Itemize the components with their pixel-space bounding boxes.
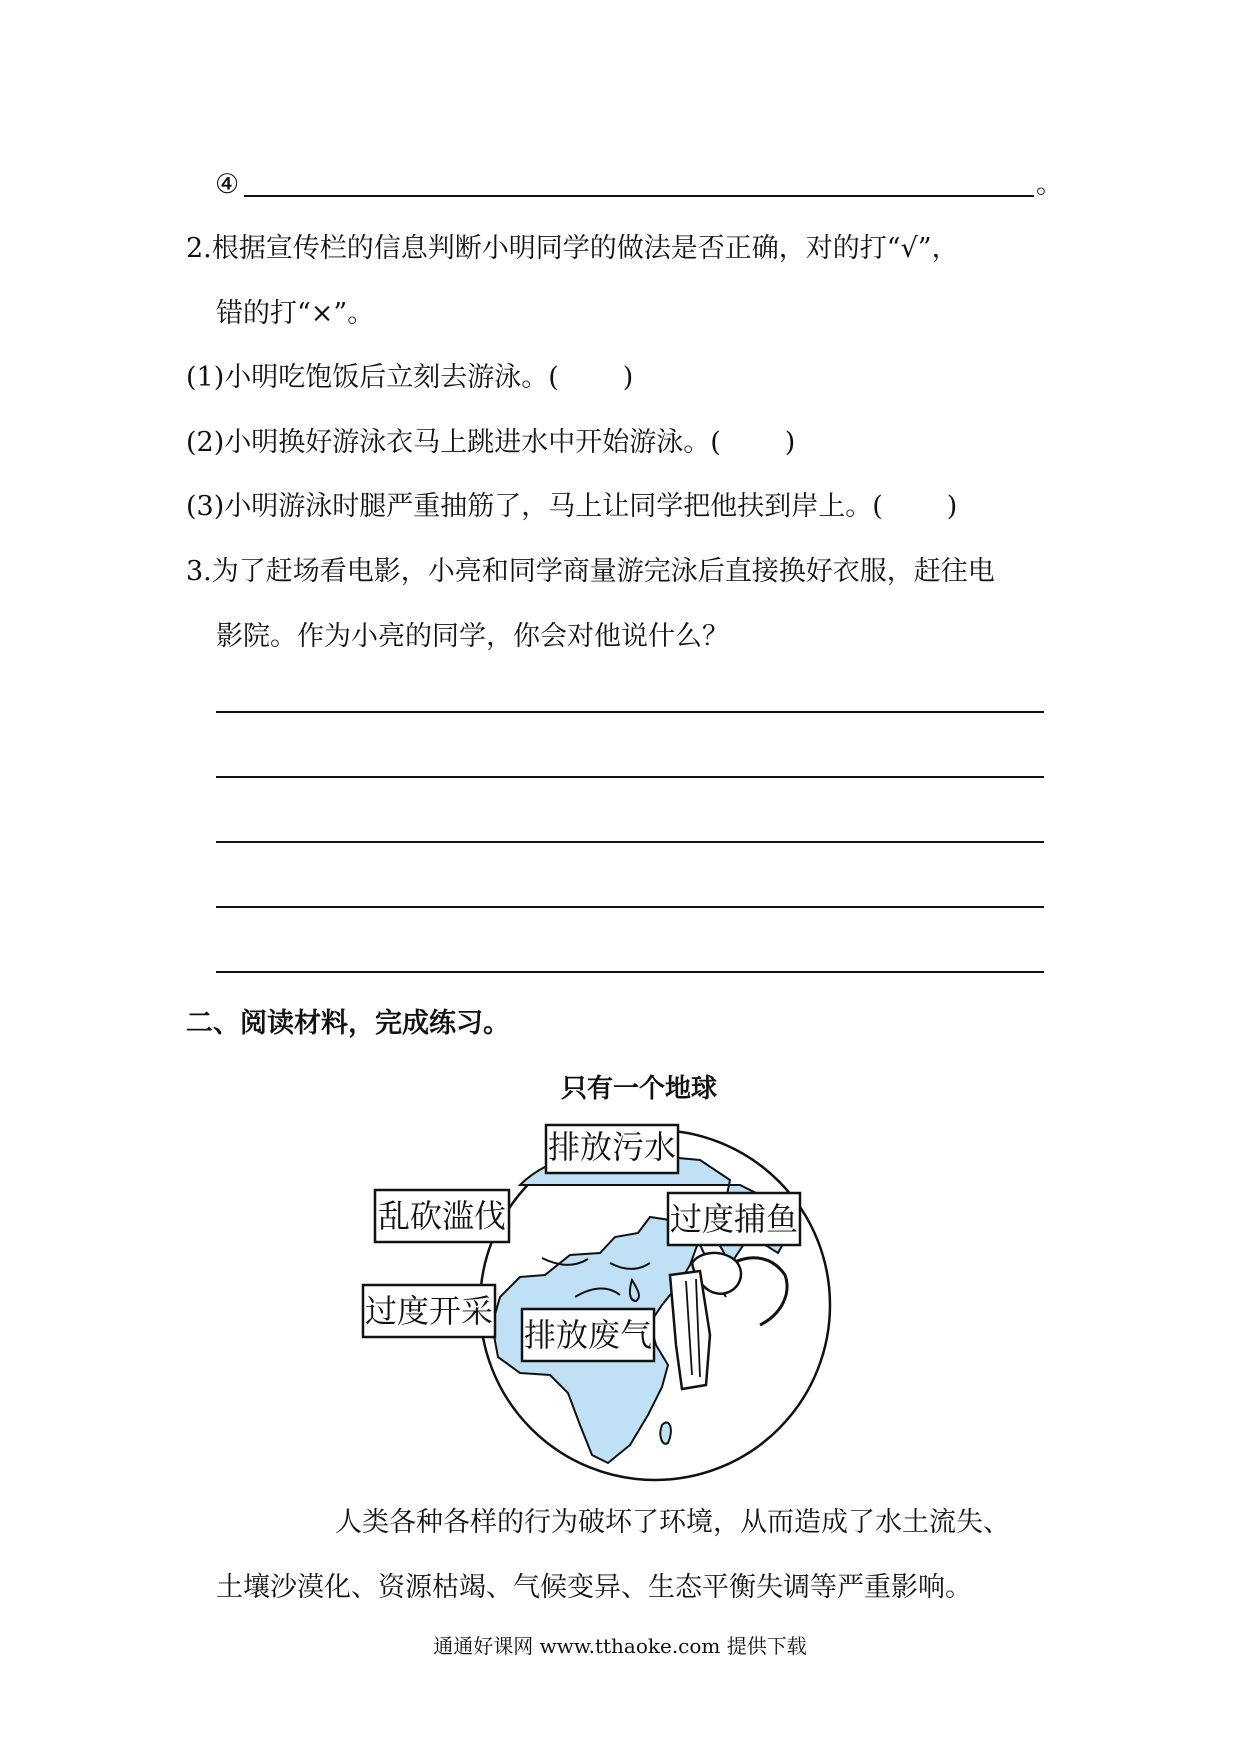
q2-close-paren-3: ) [946,491,958,522]
item4-marker: ④ [215,169,240,200]
item4-answer-line[interactable] [244,195,1034,197]
q3-answer-line-4[interactable] [216,906,1044,908]
item4-end-mark: 。 [1036,169,1063,200]
q2-prompt-line1: 2.根据宣传栏的信息判断小明同学的做法是否正确，对的打“√”， [186,233,959,264]
q2-statement-2 [186,426,795,460]
paragraph-line-2: 土壤沙漠化、资源枯竭、气候变异、生态平衡失调等严重影响。 [216,1572,972,1603]
q3-answer-line-2[interactable] [216,776,1044,778]
label-deforestation-text: 乱砍滥伐 [377,1197,507,1235]
figure-title: 只有一个地球 [561,1074,718,1104]
label-deforestation [375,1190,509,1242]
q2-close-paren-1: ) [622,362,634,393]
q2-statement-3-text: (3)小明游泳时腿严重抽筋了，马上让同学把他扶到岸上。( [186,491,883,522]
island-madagascar [660,1423,670,1444]
q3-answer-line-5[interactable] [216,971,1044,973]
q2-statement-3 [186,490,957,524]
label-discharge-sewage-text: 排放污水 [547,1128,677,1166]
paragraph-line-1: 人类各种各样的行为破坏了环境，从而造成了水土流失、 [335,1507,1010,1538]
q3-prompt-line2: 影院。作为小亮的同学，你会对他说什么？ [216,621,729,652]
label-exhaust-emission-text: 排放废气 [523,1316,653,1354]
q3-answer-line-3[interactable] [216,841,1044,843]
q3-answer-line-1[interactable] [216,711,1044,713]
q2-prompt-line2: 错的打“×”。 [216,298,375,329]
label-overmining [363,1285,495,1337]
label-discharge-sewage [546,1125,678,1173]
label-exhaust-emission [522,1309,654,1361]
earth-illustration [364,1125,920,1485]
label-overfishing [668,1193,800,1245]
q2-statement-1 [186,361,633,395]
section2-heading: 二、阅读材料，完成练习。 [186,1008,510,1039]
label-overfishing-text: 过度捕鱼 [669,1200,799,1238]
q3-prompt-line1: 3.为了赶场看电影，小亮和同学商量游完泳后直接换好衣服，赶往电 [186,556,995,587]
q2-statement-1-text: (1)小明吃饱饭后立刻去游泳。( [186,362,559,393]
q2-statement-2-text: (2)小明换好游泳衣马上跳进水中开始游泳。( [186,427,721,458]
footer-source: 通通好课网 www.tthaoke.com 提供下载 [433,1634,807,1658]
q2-close-paren-2: ) [784,427,796,458]
label-overmining-text: 过度开采 [364,1292,494,1330]
